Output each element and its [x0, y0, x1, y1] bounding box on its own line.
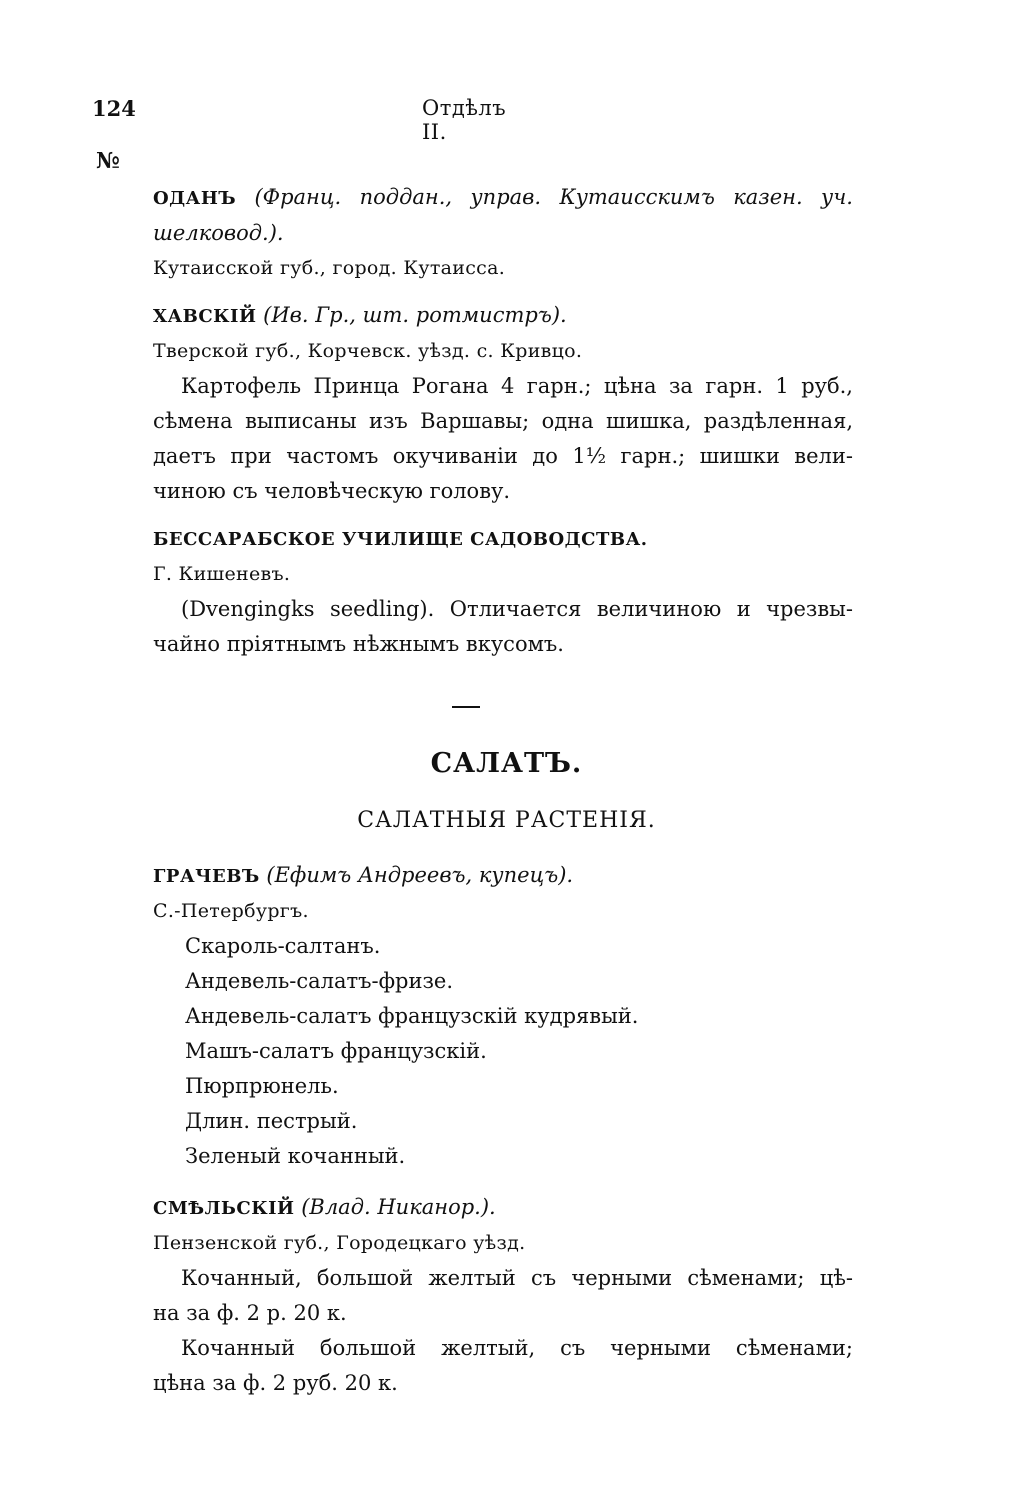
entry-text-line: Кочанный, большой желтый съ черными сѣменами; цѣ- — [181, 1266, 853, 1290]
entry-text-line: Кочанный большой желтый, съ черными сѣменами; — [181, 1336, 853, 1360]
list-item: Скароль-салтанъ. — [185, 934, 381, 958]
entry-location: С.-Петербургъ. — [153, 900, 309, 922]
entry-heading — [153, 1190, 853, 1226]
entry-heading — [153, 298, 853, 334]
entry-heading — [153, 180, 853, 216]
entry-odan — [153, 180, 853, 286]
entry-text-line: (Dvengingks seedling). Отличается величиною и чрезвы- — [181, 597, 853, 621]
entry-smelsky — [153, 1190, 853, 1401]
entry-location: Кутаисской губ., город. Кутаисса. — [153, 257, 506, 279]
running-title: Отдѣлъ II. — [422, 96, 507, 144]
entry-name: ОДАНЪ — [153, 188, 237, 209]
entry-text-line: чайно пріятнымъ нѣжнымъ вкусомъ. — [153, 632, 564, 656]
entry-name: БЕССАРАБСКОЕ УЧИЛИЩЕ САДОВОДСТВА. — [153, 529, 648, 550]
entry-heading — [153, 858, 853, 894]
entry-text-line: сѣмена выписаны изъ Варшавы; одна шишка, раздѣленная, — [153, 409, 853, 433]
number-sign: № — [96, 148, 120, 174]
entry-name: ХАВСКІЙ — [153, 306, 257, 327]
list-item: Андевель-салатъ французскій кудрявый. — [185, 1004, 639, 1028]
entry-text-line: чиною съ человѣческую голову. — [153, 479, 511, 503]
entry-title-continued: шелковод.). — [153, 221, 284, 245]
page-number: 124 — [92, 96, 136, 121]
entry-grachev — [153, 858, 853, 1174]
entry-text-line: даетъ при частомъ окучиваніи до 1½ гарн.; шишки вели- — [153, 444, 853, 468]
entry-title: (Влад. Никанор.). — [301, 1195, 496, 1219]
entry-location: Пензенской губ., Городецкаго уѣзд. — [153, 1232, 526, 1254]
entry-title: (Франц. поддан., управ. Кутаисскимъ казен. уч. — [254, 185, 853, 209]
entry-location: Тверской губ., Корчевск. уѣзд. с. Кривцо. — [153, 340, 583, 362]
entry-location: Г. Кишеневъ. — [153, 563, 291, 585]
list-item: Длин. пестрый. — [185, 1109, 358, 1133]
list-item: Пюрпрюнель. — [185, 1074, 339, 1098]
section-title: САЛАТЪ. — [430, 748, 583, 779]
entry-title: (Ефимъ Андреевъ, купецъ). — [266, 863, 574, 887]
entry-name: СМѢЛЬСКІЙ — [153, 1198, 295, 1219]
entry-text-line: Картофель Принца Рогана 4 гарн.; цѣна за гарн. 1 руб., — [181, 374, 853, 398]
section-divider — [452, 706, 480, 708]
entry-text-line: на за ф. 2 р. 20 к. — [153, 1301, 347, 1325]
list-item: Машъ-салатъ французскій. — [185, 1039, 487, 1063]
list-item: Зеленый кочанный. — [185, 1144, 406, 1168]
list-item: Андевель-салатъ-фризе. — [185, 969, 454, 993]
entry-title: (Ив. Гр., шт. ротмистръ). — [263, 303, 567, 327]
page-header — [92, 96, 522, 144]
entry-name: ГРАЧЕВЪ — [153, 866, 260, 887]
entry-text-line: цѣна за ф. 2 руб. 20 к. — [153, 1371, 398, 1395]
entry-bessarabian-school — [153, 522, 853, 662]
section-subtitle: САЛАТНЫЯ РАСТЕНІЯ. — [357, 808, 656, 833]
entry-khavsky — [153, 298, 853, 509]
